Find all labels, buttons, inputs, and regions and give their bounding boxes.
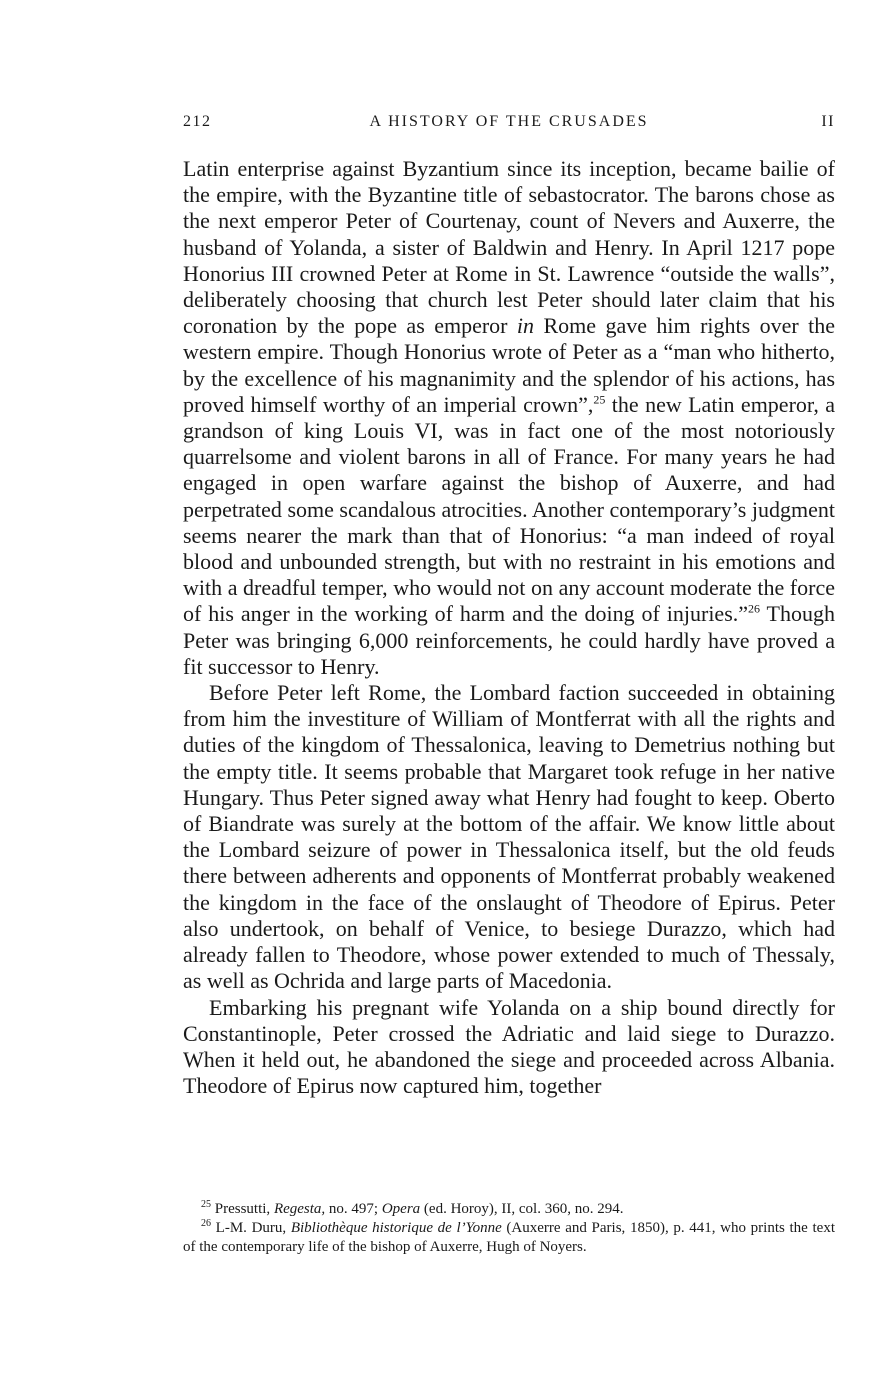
footnote-25-title-regesta: Regesta, — [273, 1201, 326, 1217]
footnote-26-text-a: L-M. Duru, — [211, 1220, 291, 1236]
footnote-ref-26: 26 — [748, 602, 761, 617]
footnote-26-text-c: (Auxerre and Paris, 1850), p. 441, who prints the text of the contemporary life of the bishop of Auxerre, Hugh of Noyers. — [183, 1220, 835, 1255]
paragraph-1-text-c: Rome gave him rights over the western empire. Though Honorius wrote of Peter as a “man who hitherto, by the excellence of his magnanimity and the splendor of his actions, has proved himself worthy of an imperial crown”, — [183, 313, 836, 417]
paragraph-1-text-a: Latin enterprise against Byzantium since its inception, became bailie of the empire, with the Byzantine title of sebastocrator. The barons chose as the next emperor Peter of Courtenay, count of Nevers and Auxerre, the husband of Yolanda, a sister of Baldwin and Henry. In April 1217 pope Honorius III crowned Peter at Rome in St. Lawrence “outside the walls”, deliberately choosing that church lest Peter should later claim that his coronation by the pope as emperor — [183, 156, 835, 339]
paragraph-1-text-d: the new Latin emperor, a grandson of king Louis VI, was in fact one of the most notoriously quarrelsome and violent barons in all of France. For many years he had engaged in open warfare against the bishop of Auxerre, and had perpetrated some scandalous atrocities. Another contemporary’s judgment seems nearer the mark than that of Honorius: “a man indeed of royal blood and unbounded strength, but with no restraint in his emotions and with a dreadful temper, who would not on any account moderate the force of his anger in the working of harm and the doing of injuries.” — [183, 391, 836, 627]
paragraph-2: Before Peter left Rome, the Lombard faction succeeded in obtaining from him the investiture of William of Montferrat with all the rights and duties of the kingdom of Thessalonica, leaving to Demetrius nothing but the empty title. It seems probable that Margaret took refuge in her native Hungary. Thus Peter signed away what Henry had fought to keep. Oberto of Biandrate was surely at the bottom of the affair. We know little about the Lombard seizure of power in Thessalonica itself, but the old feuds there between adherents and opponents of Montferrat probably weakened the kingdom in the face of the onslaught of Theodore of Epirus. Peter also undertook, on behalf of Venice, to besiege Durazzo, which had already fallen to Theodore, whose power extended to much of Thessaly, as well as Ochrida and large parts of Macedonia. — [183, 680, 835, 994]
footnotes — [183, 1200, 835, 1257]
footnote-25-text-e: (ed. Horoy), II, col. 360, no. 294. — [420, 1201, 624, 1217]
body-text — [183, 156, 835, 1099]
volume-number: II — [821, 113, 835, 130]
footnote-25-text-c: no. 497; — [325, 1201, 382, 1217]
paragraph-1-text-e: Though Peter was bringing 6,000 reinforcements, he could hardly have proved a fit successor to Henry. — [183, 601, 835, 679]
footnote-25-text-a: Pressutti, — [211, 1201, 274, 1217]
footnote-26 — [183, 1219, 835, 1257]
footnote-ref-25: 25 — [593, 392, 606, 407]
running-title: A HISTORY OF THE CRUSADES — [369, 113, 649, 130]
footnote-26-title-bibliotheque: Bibliothèque historique de l’Yonne — [290, 1220, 502, 1236]
paragraph-3: Embarking his pregnant wife Yolanda on a ship bound directly for Constantinople, Peter crossed the Adriatic and laid siege to Durazzo. When it held out, he abandoned the siege and proceeded across Albania. Theodore of Epirus now captured him, together — [183, 994, 835, 1099]
footnote-mark-26: 26 — [201, 1218, 211, 1229]
running-head — [183, 113, 835, 137]
page-number: 212 — [183, 113, 212, 130]
paragraph-1-italic-in: in — [516, 313, 535, 339]
footnote-25 — [183, 1200, 835, 1219]
paragraph-1 — [183, 156, 835, 680]
footnote-mark-25: 25 — [201, 1199, 211, 1210]
footnote-25-title-opera: Opera — [381, 1201, 421, 1217]
